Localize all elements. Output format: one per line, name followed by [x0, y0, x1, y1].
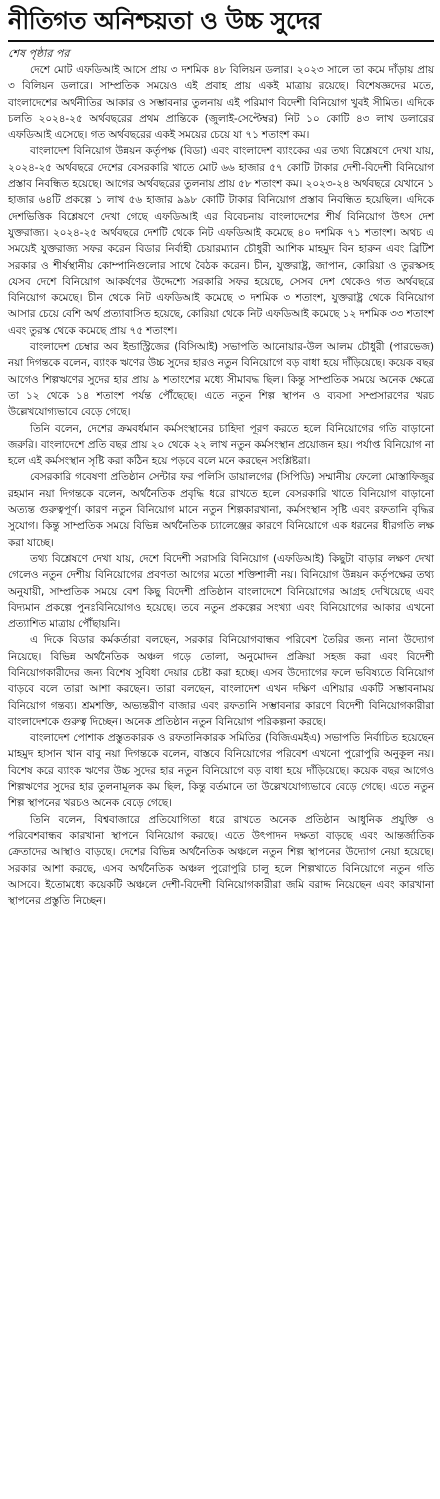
article-paragraph: বাংলাদেশ চেম্বার অব ইন্ডাস্ট্রিজের (বিসিআই) সভাপতি আনোয়ার-উল আলম চৌধুরী (পারভেজ) নয়া দিগন্তকে বলেন, ব্যাংক ঋণের উচ্চ সুদের হারও নতুন বিনিয়োগে বড় বাধা হয়ে দাঁড়িয়েছে। কয়েক বছর আগেও শিল্পঋণের সুদের হার প্রায় ৯ শতাংশের মধ্যে সীমাবদ্ধ ছিল। কিন্তু সাম্প্রতিক সময়ে অনেক ক্ষেত্রে তা ১২ থেকে ১৪ শতাংশ পর্যন্ত পৌঁছেছে। এতে নতুন শিল্প স্থাপন ও ব্যবসা সম্প্রসারণের খরচ উল্লেখযোগ্যভাবে বেড়ে গেছে।	[8, 341, 434, 419]
article-body	[8, 62, 434, 909]
article-paragraph: তিনি বলেন, বিশ্ববাজারে প্রতিযোগিতা ধরে রাখতে অনেক প্রতিষ্ঠান আধুনিক প্রযুক্তি ও পরিবেশবান্ধব কারখানা স্থাপনে বিনিয়োগ করছে। এতে উৎপাদন দক্ষতা বাড়ছে এবং আন্তর্জাতিক ক্রেতাদের আস্থাও বাড়ছে। দেশের বিভিন্ন অর্থনৈতিক অঞ্চলে নতুন শিল্প স্থাপনের উদ্যোগ নেয়া হয়েছে। সরকার আশা করছে, এসব অর্থনৈতিক অঞ্চল পুরোপুরি চালু হলে শিল্পখাতে বিনিয়োগে নতুন গতি আসবে। ইতোমধ্যে কয়েকটি অঞ্চলে দেশী-বিদেশী বিনিয়োগকারীরা জমি বরাদ্দ নিয়েছেন এবং কারখানা স্থাপনের প্রস্তুতি নিচ্ছেন।	[8, 813, 434, 908]
continued-from-note: শেষ পৃষ্ঠার পর	[8, 47, 70, 60]
headline-divider	[8, 40, 434, 42]
article-paragraph: তথ্য বিশ্লেষণে দেখা যায়, দেশে বিদেশী সরাসরি বিনিয়োগ (এফডিআই) কিছুটা বাড়ার লক্ষণ দেখা গেলেও নতুন দেশীয় বিনিয়োগের প্রবণতা আগের মতো শক্তিশালী নয়। বিনিয়োগ উন্নয়ন কর্তৃপক্ষের তথ্য অনুযায়ী, সাম্প্রতিক সময়ে বেশ কিছু বিদেশী প্রতিষ্ঠান বাংলাদেশে বিনিয়োগের আগ্রহ দেখিয়েছে এবং বিদ্যমান প্রকল্পে পুনঃবিনিয়োগও হয়েছে। তবে নতুন প্রকল্পের সংখ্যা এবং বিনিয়োগের আকার এখনো প্রত্যাশিত মাত্রায় পৌঁছায়নি।	[8, 552, 434, 631]
article-paragraph: বাংলাদেশ পোশাক প্রস্তুতকারক ও রফতানিকারক সমিতির (বিজিএমইএ) সভাপতি নির্বাচিত হয়েছেন মাহমুদ হাসান খান বাবু নয়া দিগন্তকে বলেন, বাস্তবে বিনিয়োগের পরিবেশ এখনো পুরোপুরি অনুকূল নয়। বিশেষ করে ব্যাংক ঋণের উচ্চ সুদের হার নতুন বিনিয়োগে বড় বাধা হয়ে দাঁড়িয়েছে। কয়েক বছর আগেও শিল্পঋণের সুদের হার তুলনামূলক কম ছিল, কিন্তু বর্তমানে তা উল্লেখযোগ্যভাবে বেড়ে গেছে। এতে নতুন শিল্প স্থাপনের খরচও অনেক বেড়ে গেছে।	[8, 732, 434, 810]
article-paragraph: দেশে মোট এফডিআই আসে প্রায় ৩ দশমিক ৪৮ বিলিয়ন ডলার। ২০২৩ সালে তা কমে দাঁড়ায় প্রায় ৩ বিলিয়ন ডলারে। সাম্প্রতিক সময়েও এই প্রবাহ প্রায় একই মাত্রায় রয়েছে। বিশেষজ্ঞদের মতে, বাংলাদেশের অর্থনীতির আকার ও সম্ভাবনার তুলনায় এই পরিমাণ বিদেশী বিনিয়োগ খুবই সীমিত। এদিকে চলতি ২০২৪-২৫ অর্থবছরের প্রথম প্রান্তিকে (জুলাই-সেপ্টেম্বর) নিট ১০ কোটি ৪৩ লাখ ডলারের এফডিআই এসেছে। গত অর্থবছরের একই সময়ের চেয়ে যা ৭১ শতাংশ কম।	[8, 64, 434, 142]
article-paragraph: বেসরকারি গবেষণা প্রতিষ্ঠান সেন্টার ফর পলিসি ডায়ালগের (সিপিডি) সম্মানীয় ফেলো মোস্তাফিজুর রহমান নয়া দিগন্তকে বলেন, অর্থনৈতিক প্রবৃদ্ধি ধরে রাখতে হলে বেসরকারি খাতে বিনিয়োগ বাড়ানো অত্যন্ত গুরুত্বপূর্ণ। কারণ নতুন বিনিয়োগ মানে নতুন শিল্পকারখানা, কর্মসংস্থান সৃষ্টি এবং রফতানি বৃদ্ধির সুযোগ। কিন্তু সাম্প্রতিক সময়ে বিভিন্ন অর্থনৈতিক চ্যালেঞ্জের কারণে বিনিয়োগে এক ধরনের ধীরগতি লক্ষ করা যাচ্ছে।	[8, 471, 434, 549]
article-paragraph: বাংলাদেশ বিনিয়োগ উন্নয়ন কর্তৃপক্ষ (বিডা) এবং বাংলাদেশ ব্যাংকের এর তথ্য বিশ্লেষণে দেখা যায়, ২০২৪-২৫ অর্থবছরে দেশের বেসরকারি খাতে মোট ৬৬ হাজার ৫৭ কোটি টাকার দেশী-বিদেশী বিনিয়োগ প্রস্তাব নিবন্ধিত হয়েছে। আগের অর্থবছরের তুলনায় প্রায় ৫৮ শতাংশ কম। ২০২৩-২৪ অর্থবছরে যেখানে ১ হাজার ৬৪টি প্রকল্পে ১ লাখ ৫৬ হাজার ৯৯৮ কোটি টাকার বিনিয়োগ প্রস্তাব নিবন্ধিত হয়েছিল। এদিকে দেশভিত্তিক বিশ্লেষণে দেখা গেছে এফডিআই এর বিবেচনায় বাংলাদেশের শীর্ষ বিনিয়োগ উৎস দেশ যুক্তরাজ্য। ২০২৪-২৫ অর্থবছরে দেশটি থেকে নিট এফডিআই কমেছে ৪০ দশমিক ৭১ শতাংশ। অথচ এ সময়েই যুক্তরাজ্য সফর করেন বিডার নির্বাহী চেয়ারম্যান চৌধুরী আশিক মাহমুদ বিন হারুন এবং ব্রিটিশ সরকার ও শীর্ষস্থানীয় কোম্পানিগুলোর সাথে বৈঠক করেন। চীন, যুক্তরাষ্ট্র, জাপান, কোরিয়া ও তুরস্কসহ যেসব দেশে বিনিয়োগ আকর্ষণের উদ্দেশ্যে সরকারি সফর হয়েছে, সেসব দেশ থেকেও গত অর্থবছরে বিনিয়োগ কমেছে। চীন থেকে নিট এফডিআই কমেছে ৩ দশমিক ৩ শতাংশ, যুক্তরাষ্ট্র থেকে বিনিয়োগ আসার চেয়ে বেশি অর্থ প্রত্যাবাসিত হয়েছে, কোরিয়া থেকে নিট এফডিআই কমেছে ১২ দশমিক ৩৩ শতাংশ এবং তুরস্ক থেকে কমেছে প্রায় ৭৫ শতাংশ।	[8, 145, 434, 337]
article-paragraph: এ দিকে বিডার কর্মকর্তারা বলছেন, সরকার বিনিয়োগবান্ধব পরিবেশ তৈরির জন্য নানা উদ্যোগ নিয়েছে। বিভিন্ন অর্থনৈতিক অঞ্চল গড়ে তোলা, অনুমোদন প্রক্রিয়া সহজ করা এবং বিদেশী বিনিয়োগকারীদের জন্য বিশেষ সুবিধা দেয়ার চেষ্টা করা হচ্ছে। এসব উদ্যোগের ফলে ভবিষ্যতে বিনিয়োগ বাড়বে বলে তারা আশা করছেন। তারা বলছেন, বাংলাদেশ এখন দক্ষিণ এশিয়ার একটি সম্ভাবনাময় বিনিয়োগ গন্তব্য। শ্রমশক্তি, অভ্যন্তরীণ বাজার এবং রফতানি সম্ভাবনার কারণে বিদেশী বিনিয়োগকারীরা বাংলাদেশকে গুরুত্ব দিচ্ছেন। অনেক প্রতিষ্ঠান নতুন বিনিয়োগ পরিকল্পনা করছে।	[8, 634, 434, 728]
article-paragraph: তিনি বলেন, দেশের ক্রমবর্ধমান কর্মসংস্থানের চাহিদা পূরণ করতে হলে বিনিয়োগের গতি বাড়ানো জরুরি। বাংলাদেশে প্রতি বছর প্রায় ২০ থেকে ২২ লাখ নতুন কর্মসংস্থান প্রয়োজন হয়। পর্যাপ্ত বিনিয়োগ না হলে এই কর্মসংস্থান সৃষ্টি করা কঠিন হয়ে পড়বে বলে মনে করছেন সংশ্লিষ্টরা।	[8, 422, 434, 468]
article-headline: নীতিগত অনিশ্চয়তা ও উচ্চ সুদের	[8, 7, 321, 35]
